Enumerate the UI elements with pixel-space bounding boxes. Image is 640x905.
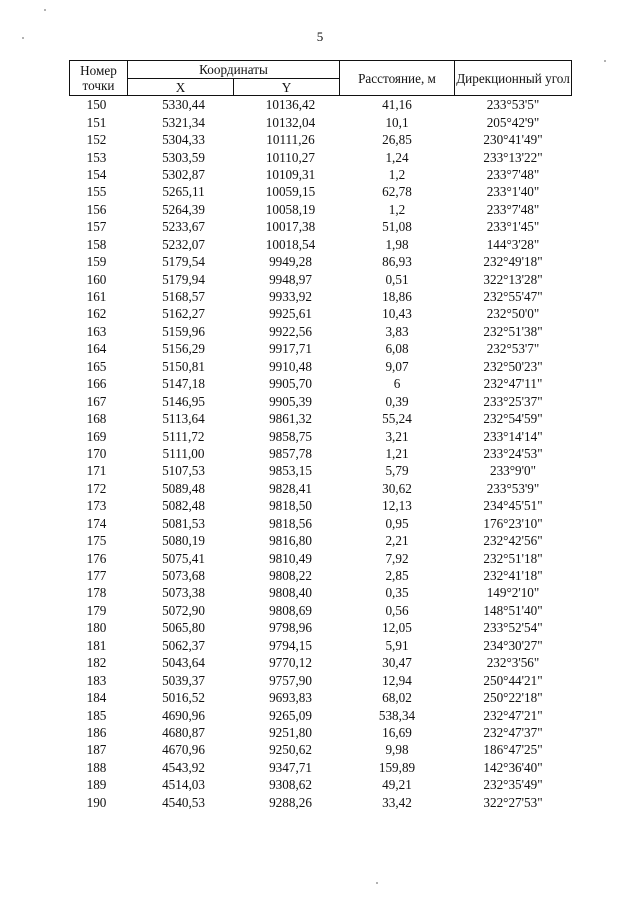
cell-y: 9794,15 (269, 637, 312, 653)
cell-y: 9808,22 (269, 568, 312, 584)
cell-direction-angle: 233°14'14" (483, 428, 543, 444)
cell-x: 5264,39 (162, 201, 205, 217)
table-row (70, 549, 572, 566)
cell-point-number: 161 (86, 289, 107, 305)
cell-distance: 33,42 (382, 794, 412, 810)
cell-y: 9810,49 (269, 550, 312, 566)
cell-point-number: 186 (86, 724, 107, 740)
cell-y: 9265,09 (269, 707, 312, 723)
cell-y: 10058,19 (265, 201, 316, 217)
cell-direction-angle: 232°47'37" (483, 724, 543, 740)
table-row (70, 637, 572, 654)
cell-distance: 9,98 (385, 742, 409, 758)
cell-direction-angle: 232°53'7" (486, 341, 540, 357)
cell-point-number: 158 (86, 236, 107, 252)
cell-y: 9858,75 (269, 428, 312, 444)
cell-distance: 1,2 (388, 201, 406, 217)
cell-direction-angle: 149°2'10" (486, 585, 540, 601)
cell-x: 5303,59 (162, 149, 205, 165)
cell-y: 9288,26 (269, 794, 312, 810)
cell-y: 9347,71 (269, 759, 312, 775)
cell-direction-angle: 250°44'21" (483, 672, 543, 688)
cell-point-number: 182 (86, 655, 107, 671)
cell-x: 5089,48 (162, 480, 205, 496)
cell-x: 5107,53 (162, 463, 205, 479)
cell-point-number: 152 (86, 132, 107, 148)
cell-y: 9816,80 (269, 533, 312, 549)
cell-distance: 538,34 (378, 707, 416, 723)
cell-x: 5232,07 (162, 236, 205, 252)
scan-speck (604, 60, 606, 62)
cell-distance: 12,94 (382, 672, 412, 688)
cell-point-number: 163 (86, 323, 107, 339)
table-row (70, 340, 572, 357)
cell-direction-angle: 144°3'28" (486, 236, 540, 252)
cell-y: 10111,26 (266, 132, 315, 148)
cell-distance: 7,92 (385, 550, 409, 566)
table-row (70, 270, 572, 287)
cell-point-number: 180 (86, 620, 107, 636)
cell-direction-angle: 205°42'9" (486, 114, 540, 130)
cell-point-number: 160 (86, 271, 107, 287)
cell-x: 4543,92 (162, 759, 205, 775)
cell-y: 9251,80 (269, 724, 312, 740)
table-row (70, 358, 572, 375)
cell-point-number: 155 (86, 184, 107, 200)
cell-point-number: 171 (86, 463, 107, 479)
cell-direction-angle: 233°53'5" (486, 97, 540, 113)
cell-direction-angle: 234°45'51" (483, 498, 543, 514)
cell-point-number: 188 (86, 759, 107, 775)
cell-distance: 10,43 (382, 306, 412, 322)
cell-point-number: 159 (86, 254, 107, 270)
cell-x: 5043,64 (162, 655, 205, 671)
cell-direction-angle: 232°47'21" (483, 707, 543, 723)
cell-x: 5302,87 (162, 166, 205, 182)
table-row (70, 741, 572, 758)
cell-point-number: 173 (86, 498, 107, 514)
cell-distance: 159,89 (378, 759, 416, 775)
table-row (70, 113, 572, 130)
table-row (70, 236, 572, 253)
cell-y: 9948,97 (269, 271, 312, 287)
table-row (70, 602, 572, 619)
cell-distance: 0,35 (385, 585, 409, 601)
cell-y: 9861,32 (269, 411, 312, 427)
cell-y: 9693,83 (269, 690, 312, 706)
cell-point-number: 170 (86, 445, 107, 461)
table-row (70, 201, 572, 218)
scan-speck (376, 882, 378, 884)
table-row (70, 148, 572, 165)
cell-direction-angle: 232°49'18" (483, 254, 543, 270)
cell-distance: 12,05 (382, 620, 412, 636)
cell-distance: 0,56 (385, 602, 409, 618)
cell-direction-angle: 142°36'40" (483, 759, 543, 775)
cell-x: 5265,11 (162, 184, 205, 200)
cell-y: 10059,15 (265, 184, 316, 200)
header-x: X (128, 79, 234, 96)
cell-distance: 2,21 (385, 533, 409, 549)
cell-point-number: 151 (86, 114, 107, 130)
cell-distance: 10,1 (385, 114, 409, 130)
cell-distance: 30,47 (382, 655, 412, 671)
cell-y: 9818,50 (269, 498, 312, 514)
scan-speck (22, 37, 24, 39)
cell-point-number: 150 (86, 97, 107, 113)
cell-x: 4540,53 (162, 794, 205, 810)
cell-direction-angle: 233°24'53" (483, 445, 543, 461)
cell-y: 9910,48 (269, 358, 312, 374)
cell-direction-angle: 232°50'0" (486, 306, 540, 322)
cell-distance: 41,16 (382, 97, 412, 113)
table-row (70, 689, 572, 706)
cell-y: 9808,40 (269, 585, 312, 601)
cell-point-number: 154 (86, 166, 107, 182)
cell-distance: 30,62 (382, 480, 412, 496)
table-row (70, 96, 572, 114)
cell-y: 9933,92 (269, 289, 312, 305)
cell-y: 9250,62 (269, 742, 312, 758)
cell-x: 4514,03 (162, 777, 205, 793)
cell-point-number: 177 (86, 568, 107, 584)
cell-x: 5111,72 (162, 428, 205, 444)
table-row (70, 759, 572, 776)
cell-y: 9818,56 (269, 515, 312, 531)
cell-point-number: 174 (86, 515, 107, 531)
cell-direction-angle: 232°51'38" (483, 323, 543, 339)
header-y: Y (234, 79, 340, 96)
cell-y: 10109,31 (265, 166, 316, 182)
table-row (70, 724, 572, 741)
cell-y: 9770,12 (269, 655, 312, 671)
table-row (70, 288, 572, 305)
cell-y: 10018,54 (265, 236, 316, 252)
cell-direction-angle: 232°3'56" (486, 655, 540, 671)
cell-point-number: 176 (86, 550, 107, 566)
cell-distance: 49,21 (382, 777, 412, 793)
table-row (70, 375, 572, 392)
cell-distance: 86,93 (382, 254, 412, 270)
cell-point-number: 162 (86, 306, 107, 322)
cell-point-number: 184 (86, 690, 107, 706)
cell-distance: 5,91 (385, 637, 409, 653)
cell-direction-angle: 232°47'11" (483, 376, 543, 392)
cell-direction-angle: 234°30'27" (483, 637, 543, 653)
cell-x: 5168,57 (162, 289, 205, 305)
cell-distance: 62,78 (382, 184, 412, 200)
cell-direction-angle: 230°41'49" (483, 132, 543, 148)
cell-point-number: 167 (86, 393, 107, 409)
cell-x: 4690,96 (162, 707, 205, 723)
cell-point-number: 168 (86, 411, 107, 427)
cell-y: 9925,61 (269, 306, 312, 322)
cell-direction-angle: 322°27'53" (483, 794, 543, 810)
cell-x: 5146,95 (162, 393, 205, 409)
coordinates-table-container (69, 60, 571, 811)
table-row (70, 131, 572, 148)
cell-x: 5080,19 (162, 533, 205, 549)
cell-y: 10136,42 (265, 97, 316, 113)
cell-x: 5304,33 (162, 132, 205, 148)
cell-y: 9808,69 (269, 602, 312, 618)
cell-x: 5016,52 (162, 690, 205, 706)
cell-direction-angle: 233°53'9" (486, 480, 540, 496)
cell-x: 5162,27 (162, 306, 205, 322)
cell-direction-angle: 233°25'37" (483, 393, 543, 409)
header-point-number: Номер точки (70, 61, 128, 96)
cell-point-number: 185 (86, 707, 107, 723)
cell-x: 5113,64 (162, 411, 205, 427)
cell-distance: 1,98 (385, 236, 409, 252)
cell-x: 5072,90 (162, 602, 205, 618)
table-row (70, 427, 572, 444)
scan-speck (44, 9, 46, 11)
table-row (70, 183, 572, 200)
cell-distance: 51,08 (382, 219, 412, 235)
table-row (70, 532, 572, 549)
table-body (70, 96, 572, 811)
cell-distance: 12,13 (382, 498, 412, 514)
cell-point-number: 175 (86, 533, 107, 549)
cell-y: 10017,38 (265, 219, 316, 235)
cell-y: 9905,39 (269, 393, 312, 409)
cell-distance: 1,21 (385, 445, 409, 461)
cell-x: 5073,38 (162, 585, 205, 601)
cell-distance: 55,24 (382, 411, 412, 427)
cell-distance: 3,83 (385, 323, 409, 339)
cell-point-number: 183 (86, 672, 107, 688)
table-row (70, 410, 572, 427)
header-direction-angle: Дирекционный угол (455, 61, 572, 96)
cell-y: 9917,71 (269, 341, 312, 357)
cell-distance: 9,07 (385, 358, 409, 374)
cell-direction-angle: 232°35'49" (483, 777, 543, 793)
cell-x: 5111,00 (162, 445, 205, 461)
table-row (70, 671, 572, 688)
page-number: 5 (316, 29, 324, 44)
cell-distance: 1,24 (385, 149, 409, 165)
cell-direction-angle: 233°1'40" (486, 184, 540, 200)
table-row (70, 497, 572, 514)
cell-direction-angle: 148°51'40" (483, 602, 543, 618)
cell-point-number: 190 (86, 794, 107, 810)
cell-y: 9308,62 (269, 777, 312, 793)
cell-distance: 16,69 (382, 724, 412, 740)
cell-x: 5150,81 (162, 358, 205, 374)
cell-x: 4680,87 (162, 724, 205, 740)
cell-direction-angle: 176°23'10" (483, 515, 543, 531)
cell-x: 5065,80 (162, 620, 205, 636)
table-row (70, 445, 572, 462)
cell-x: 4670,96 (162, 742, 205, 758)
cell-direction-angle: 250°22'18" (483, 690, 543, 706)
cell-point-number: 187 (86, 742, 107, 758)
table-row (70, 305, 572, 322)
cell-distance: 2,85 (385, 568, 409, 584)
cell-point-number: 165 (86, 358, 107, 374)
cell-y: 9857,78 (269, 445, 312, 461)
cell-point-number: 156 (86, 201, 107, 217)
cell-direction-angle: 232°51'18" (483, 550, 543, 566)
cell-point-number: 181 (86, 637, 107, 653)
cell-distance: 18,86 (382, 289, 412, 305)
cell-x: 5081,53 (162, 515, 205, 531)
table-row (70, 323, 572, 340)
cell-y: 9853,15 (269, 463, 312, 479)
cell-distance: 68,02 (382, 690, 412, 706)
cell-y: 9757,90 (269, 672, 312, 688)
cell-point-number: 153 (86, 149, 107, 165)
table-header (70, 61, 572, 96)
cell-y: 10110,27 (266, 149, 315, 165)
cell-x: 5062,37 (162, 637, 205, 653)
cell-x: 5321,34 (162, 114, 205, 130)
table-row (70, 480, 572, 497)
cell-distance: 6,08 (385, 341, 409, 357)
cell-direction-angle: 233°7'48" (486, 166, 540, 182)
cell-distance: 3,21 (385, 428, 409, 444)
cell-distance: 0,51 (385, 271, 409, 287)
cell-point-number: 157 (86, 219, 107, 235)
table-row (70, 794, 572, 811)
cell-direction-angle: 233°52'54" (483, 620, 543, 636)
cell-x: 5159,96 (162, 323, 205, 339)
cell-direction-angle: 233°13'22" (483, 149, 543, 165)
cell-x: 5179,94 (162, 271, 205, 287)
cell-distance: 26,85 (382, 132, 412, 148)
cell-distance: 0,95 (385, 515, 409, 531)
cell-direction-angle: 233°7'48" (486, 201, 540, 217)
cell-direction-angle: 233°1'45" (486, 219, 540, 235)
table-row (70, 706, 572, 723)
header-distance: Расстояние, м (340, 61, 455, 96)
cell-direction-angle: 322°13'28" (483, 271, 543, 287)
cell-point-number: 178 (86, 585, 107, 601)
cell-y: 10132,04 (265, 114, 316, 130)
cell-y: 9922,56 (269, 323, 312, 339)
cell-x: 5179,54 (162, 254, 205, 270)
table-row (70, 218, 572, 235)
header-coordinates: Координаты (128, 61, 340, 79)
cell-direction-angle: 232°41'18" (483, 568, 543, 584)
table-row (70, 619, 572, 636)
coordinates-table (69, 60, 572, 811)
table-row (70, 515, 572, 532)
table-row (70, 567, 572, 584)
cell-point-number: 179 (86, 602, 107, 618)
cell-x: 5075,41 (162, 550, 205, 566)
table-row (70, 654, 572, 671)
cell-point-number: 169 (86, 428, 107, 444)
cell-distance: 1,2 (388, 166, 406, 182)
cell-point-number: 172 (86, 480, 107, 496)
cell-distance: 5,79 (385, 463, 409, 479)
cell-point-number: 189 (86, 777, 107, 793)
cell-direction-angle: 233°9'0" (489, 463, 536, 479)
cell-y: 9949,28 (269, 254, 312, 270)
cell-direction-angle: 186°47'25" (483, 742, 543, 758)
cell-point-number: 164 (86, 341, 107, 357)
cell-distance: 0,39 (385, 393, 409, 409)
cell-x: 5082,48 (162, 498, 205, 514)
table-row (70, 392, 572, 409)
cell-y: 9828,41 (269, 480, 312, 496)
cell-x: 5330,44 (162, 97, 205, 113)
cell-x: 5039,37 (162, 672, 205, 688)
cell-direction-angle: 232°42'56" (483, 533, 543, 549)
cell-x: 5156,29 (162, 341, 205, 357)
cell-distance: 6 (393, 376, 401, 392)
table-row (70, 253, 572, 270)
cell-x: 5147,18 (162, 376, 205, 392)
cell-x: 5073,68 (162, 568, 205, 584)
table-row (70, 166, 572, 183)
cell-direction-angle: 232°55'47" (483, 289, 543, 305)
cell-point-number: 166 (86, 376, 107, 392)
cell-direction-angle: 232°50'23" (483, 358, 543, 374)
table-row (70, 462, 572, 479)
cell-x: 5233,67 (162, 219, 205, 235)
cell-direction-angle: 232°54'59" (483, 411, 543, 427)
table-row (70, 584, 572, 601)
cell-y: 9905,70 (269, 376, 312, 392)
table-row (70, 776, 572, 793)
cell-y: 9798,96 (269, 620, 312, 636)
